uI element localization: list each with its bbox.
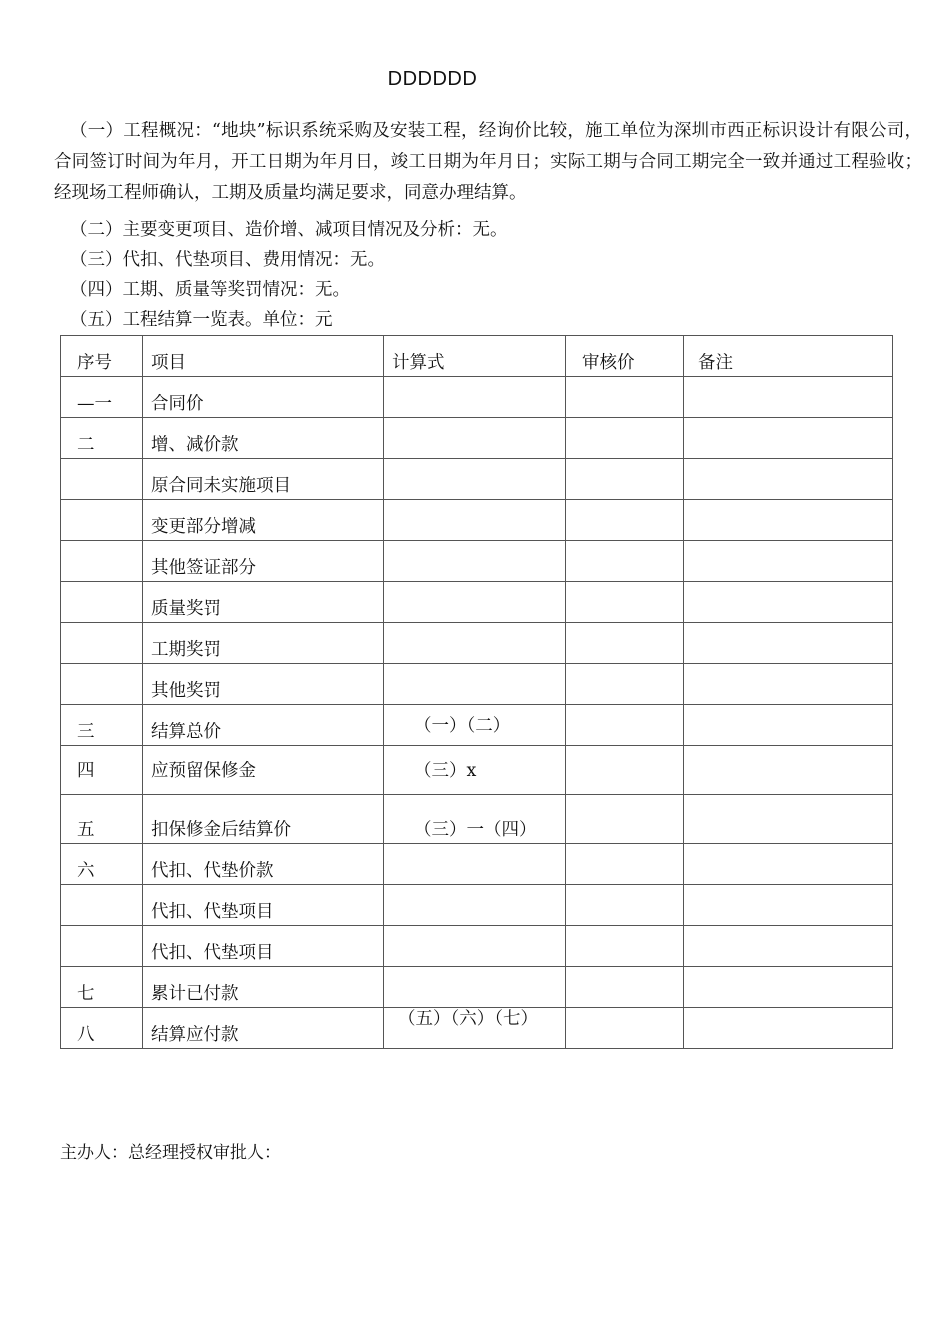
- row-item: 变更部分增减: [143, 500, 384, 541]
- row-item: 代扣、代垫项目: [143, 926, 384, 967]
- row-item: 其他奖罚: [143, 664, 384, 705]
- row-no: 四: [61, 746, 143, 795]
- row-audited-price: [566, 664, 684, 705]
- row-audited-price: [566, 926, 684, 967]
- table-row: [61, 500, 893, 541]
- row-item: 增、减价款: [143, 418, 384, 459]
- row-no: [61, 885, 143, 926]
- row-remarks: [684, 967, 893, 1008]
- header-remarks: 备注: [684, 336, 893, 377]
- row-formula: （一）（二）: [384, 705, 566, 746]
- row-remarks: [684, 664, 893, 705]
- row-remarks: [684, 541, 893, 582]
- row-formula: [384, 967, 566, 1008]
- section-rewards-penalties: （四）工期、质量等奖罚情况：无。: [70, 280, 350, 300]
- row-no: [61, 623, 143, 664]
- row-audited-price: [566, 459, 684, 500]
- table-row: [61, 459, 893, 500]
- section-changes: （二）主要变更项目、造价增、减项目情况及分析：无。: [70, 220, 508, 240]
- row-remarks: [684, 795, 893, 844]
- table-row: [61, 967, 893, 1008]
- row-formula: [384, 664, 566, 705]
- row-formula: [384, 377, 566, 418]
- row-audited-price: [566, 967, 684, 1008]
- row-audited-price: [566, 582, 684, 623]
- row-no: 五: [61, 795, 143, 844]
- row-formula: [384, 623, 566, 664]
- row-formula: [384, 885, 566, 926]
- row-remarks: [684, 1008, 893, 1049]
- row-remarks: [684, 418, 893, 459]
- row-no: [61, 459, 143, 500]
- row-audited-price: [566, 500, 684, 541]
- section-deductions: （三）代扣、代垫项目、费用情况：无。: [70, 250, 385, 270]
- table-row: [61, 746, 893, 795]
- row-formula: [384, 500, 566, 541]
- row-formula: [384, 582, 566, 623]
- table-row: [61, 844, 893, 885]
- row-audited-price: [566, 705, 684, 746]
- settlement-table: [60, 335, 893, 1049]
- section-settlement-table-caption: （五）工程结算一览表。单位：元: [70, 310, 333, 330]
- table-row: [61, 582, 893, 623]
- row-no: 八: [61, 1008, 143, 1049]
- row-formula: （三）一（四）: [384, 795, 566, 844]
- row-no: [61, 664, 143, 705]
- row-formula: [384, 926, 566, 967]
- table-row: [61, 926, 893, 967]
- row-no: 二: [61, 418, 143, 459]
- table-row: [61, 418, 893, 459]
- row-audited-price: [566, 418, 684, 459]
- table-row: [61, 623, 893, 664]
- row-formula: [384, 418, 566, 459]
- row-audited-price: [566, 623, 684, 664]
- row-formula: [384, 541, 566, 582]
- row-no: [61, 500, 143, 541]
- row-item: 应预留保修金: [143, 746, 384, 795]
- row-item: 质量奖罚: [143, 582, 384, 623]
- row-no: [61, 541, 143, 582]
- row-remarks: [684, 885, 893, 926]
- row-no: 七: [61, 967, 143, 1008]
- row-item: 工期奖罚: [143, 623, 384, 664]
- row-remarks: [684, 459, 893, 500]
- row-remarks: [684, 746, 893, 795]
- row-no: [61, 926, 143, 967]
- table-row: [61, 377, 893, 418]
- row-audited-price: [566, 885, 684, 926]
- row-item: 扣保修金后结算价: [143, 795, 384, 844]
- row-formula: [384, 844, 566, 885]
- row-audited-price: [566, 844, 684, 885]
- row-item: 代扣、代垫项目: [143, 885, 384, 926]
- table-row: [61, 795, 893, 844]
- row-remarks: [684, 623, 893, 664]
- row-audited-price: [566, 377, 684, 418]
- document-title: DDDDDD: [387, 68, 478, 90]
- row-item: 累计已付款: [143, 967, 384, 1008]
- row-remarks: [684, 377, 893, 418]
- row-audited-price: [566, 541, 684, 582]
- row-no: [61, 582, 143, 623]
- row-item: 结算总价: [143, 705, 384, 746]
- table-row: [61, 541, 893, 582]
- header-audited-price: 审核价: [566, 336, 684, 377]
- table-row: [61, 664, 893, 705]
- header-formula: 计算式: [384, 336, 566, 377]
- row-no: —一: [61, 377, 143, 418]
- row-formula: （五）（六）（七）: [384, 1008, 566, 1049]
- row-item: 其他签证部分: [143, 541, 384, 582]
- row-audited-price: [566, 746, 684, 795]
- row-no: 三: [61, 705, 143, 746]
- row-remarks: [684, 926, 893, 967]
- header-item: 项目: [143, 336, 384, 377]
- row-remarks: [684, 582, 893, 623]
- row-audited-price: [566, 1008, 684, 1049]
- signature-line: 主办人：总经理授权审批人：: [60, 1143, 281, 1163]
- row-remarks: [684, 500, 893, 541]
- row-no: 六: [61, 844, 143, 885]
- row-item: 代扣、代垫价款: [143, 844, 384, 885]
- project-overview-paragraph: （一）工程概况：“地块”标识系统采购及安装工程，经询价比较，施工单位为深圳市西正标识设计有限公司，合同签订时间为年月，开工日期为年月日，竣工日期为年月日；实际工期与合同工期完全一致并通过工程验收；经现场工程师确认，工期及质量均满足要求，同意办理结算。: [54, 121, 922, 203]
- header-no: 序号: [61, 336, 143, 377]
- row-remarks: [684, 844, 893, 885]
- row-item: 合同价: [143, 377, 384, 418]
- row-item: 原合同未实施项目: [143, 459, 384, 500]
- row-remarks: [684, 705, 893, 746]
- row-formula: （三）x: [384, 746, 566, 795]
- table-header-row: [61, 336, 893, 377]
- table-row: [61, 885, 893, 926]
- row-item: 结算应付款: [143, 1008, 384, 1049]
- table-row: [61, 705, 893, 746]
- row-audited-price: [566, 795, 684, 844]
- row-formula: [384, 459, 566, 500]
- table-row: [61, 1008, 893, 1049]
